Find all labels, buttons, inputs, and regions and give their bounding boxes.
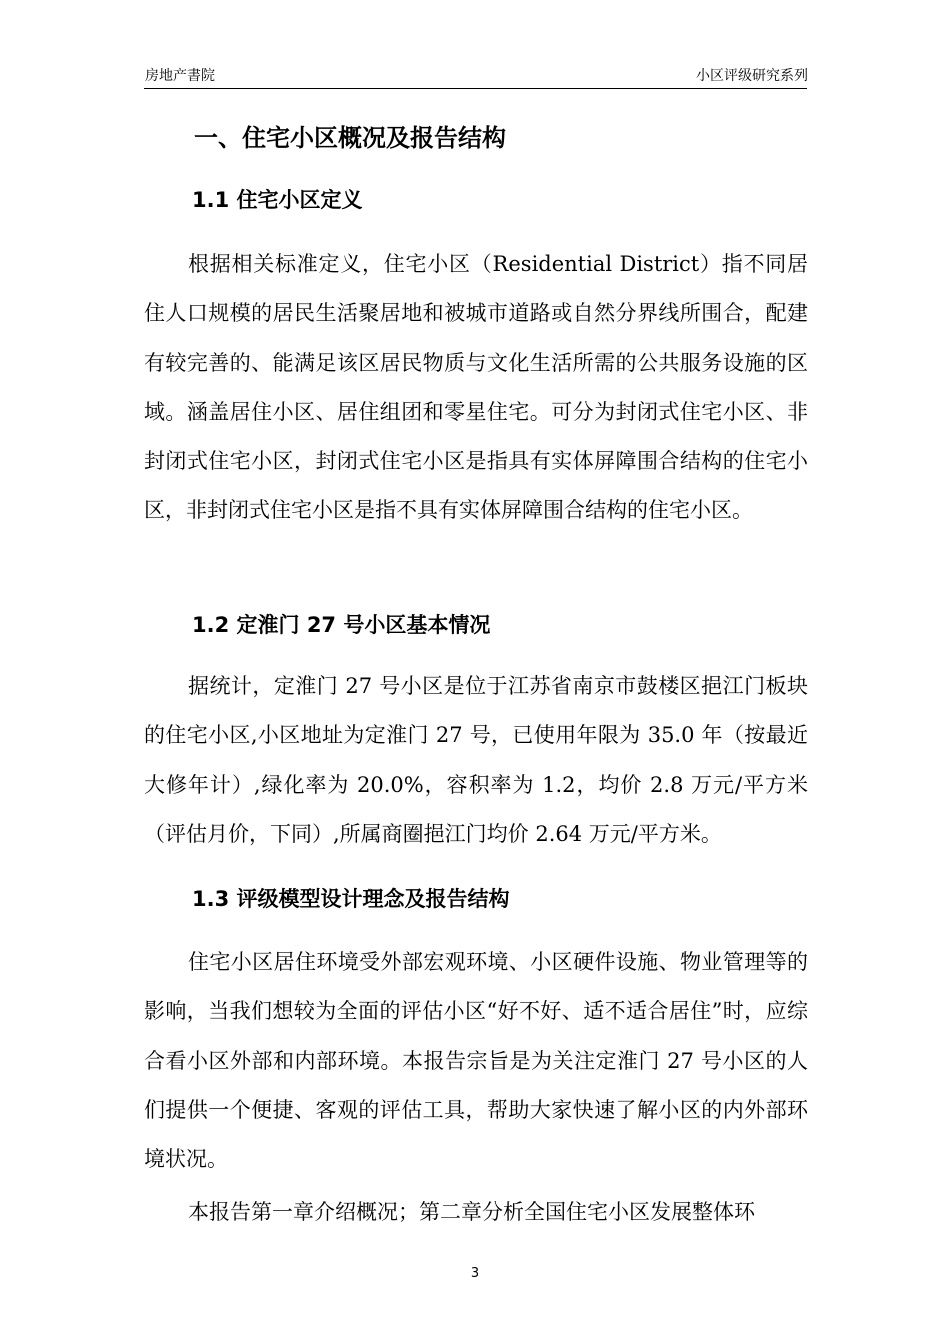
header-series-title: 小区评级研究系列 [696, 68, 808, 84]
section-1-2-paragraph: 据统计，定淮门 27 号小区是位于江苏省南京市鼓楼区挹江门板块的住宅小区,小区地址为定淮门 27 号，已使用年限为 35.0 年（按最近大修年计）,绿化率为 20.0%，容积率为 1.2，均价 2.8 万元/平方米（评估月价，下同）,所属商圈挹江门均价 2.64 万元/平方米。 [144, 674, 808, 846]
page-number: 3 [470, 1266, 480, 1281]
section-title-1-1: 1.1 住宅小区定义 [192, 188, 363, 212]
header-publisher: 房地产書院 [145, 68, 215, 84]
header-divider [144, 88, 807, 89]
section-title-1-3: 1.3 评级模型设计理念及报告结构 [192, 887, 510, 911]
section-1-3-paragraph-1: 住宅小区居住环境受外部宏观环境、小区硬件设施、物业管理等的影响，当我们想较为全面的评估小区“好不好、适不适合居住”时，应综合看小区外部和内部环境。本报告宗旨是为关注定淮门 27 号小区的人们提供一个便捷、客观的评估工具，帮助大家快速了解小区的内外部环境状况。 [144, 950, 808, 1172]
section-1-1-paragraph: 根据相关标准定义，住宅小区（Residential District）指不同居住人口规模的居民生活聚居地和被城市道路或自然分界线所围合，配建有较完善的、能满足该区居民物质与文化生活所需的公共服务设施的区域。涵盖居住小区、居住组团和零星住宅。可分为封闭式住宅小区、非封闭式住宅小区，封闭式住宅小区是指具有实体屏障围合结构的住宅小区，非封闭式住宅小区是指不具有实体屏障围合结构的住宅小区。 [144, 252, 808, 523]
section-1-3-paragraph-2: 本报告第一章介绍概况；第二章分析全国住宅小区发展整体环 [188, 1200, 755, 1224]
chapter-title: 一、住宅小区概况及报告结构 [194, 124, 506, 152]
section-title-1-2: 1.2 定淮门 27 号小区基本情况 [192, 613, 491, 637]
